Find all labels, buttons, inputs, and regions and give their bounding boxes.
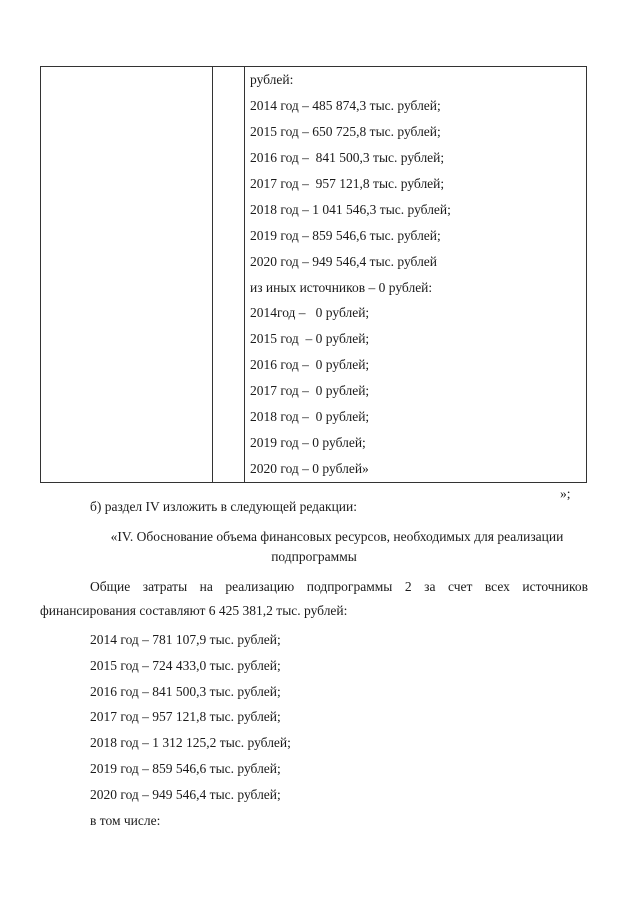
list-item: 2015 год – 724 433,0 тыс. рублей; <box>90 657 281 673</box>
cell-line: 2017 год – 0 рублей; <box>250 383 370 399</box>
cell-line: 2015 год – 0 рублей; <box>250 331 370 347</box>
cell-line: 2017 год – 957 121,8 тыс. рублей; <box>250 175 445 191</box>
year-list <box>90 627 291 833</box>
list-item: 2016 год – 841 500,3 тыс. рублей; <box>90 683 281 699</box>
cell-line: 2016 год – 841 500,3 тыс. рублей; <box>250 149 445 165</box>
cell-line: рублей: <box>250 72 294 87</box>
cell-line: 2018 год – 1 041 546,3 тыс. рублей; <box>250 201 451 217</box>
cell-line: 2014год – 0 рублей; <box>250 305 370 321</box>
body-paragraph: Общие затраты на реализацию подпрограммы 2 за счет всех источников финансирования составляют 6 425 381,2 тыс. рублей: <box>40 579 588 618</box>
section-heading-line2: подпрограммы <box>271 549 357 564</box>
cell-line: 2018 год – 0 рублей; <box>250 409 370 425</box>
list-item: 2018 год – 1 312 125,2 тыс. рублей; <box>90 735 291 751</box>
table-cell-empty-left <box>41 67 213 483</box>
table-cell-empty-middle <box>213 67 245 483</box>
cell-line: 2020 год – 0 рублей» <box>250 461 369 477</box>
section-heading <box>40 527 588 567</box>
table-cell-funding-text <box>245 67 587 483</box>
cell-line: 2020 год – 949 546,4 тыс. рублей <box>250 253 438 269</box>
list-item-including: в том числе: <box>90 812 161 828</box>
cell-line: 2014 год – 485 874,3 тыс. рублей; <box>250 97 441 113</box>
cell-line: из иных источников – 0 рублей: <box>250 279 433 295</box>
table-row <box>41 67 587 483</box>
list-item: 2020 год – 949 546,4 тыс. рублей; <box>90 786 281 802</box>
section-heading-line1: «IV. Обоснование объема финансовых ресурсов, необходимых для реализации <box>110 529 564 544</box>
list-item: 2014 год – 781 107,9 тыс. рублей; <box>90 632 281 647</box>
list-item: 2017 год – 957 121,8 тыс. рублей; <box>90 709 281 725</box>
cell-line: 2019 год – 0 рублей; <box>250 435 366 451</box>
cell-line: 2015 год – 650 725,8 тыс. рублей; <box>250 123 441 139</box>
closing-quote-mark: »; <box>560 486 571 501</box>
cell-line: 2016 год – 0 рублей; <box>250 357 370 373</box>
list-item: 2019 год – 859 546,6 тыс. рублей; <box>90 760 281 776</box>
continued-table <box>40 66 587 483</box>
cell-line: 2019 год – 859 546,6 тыс. рублей; <box>250 227 441 243</box>
cell-lines <box>245 67 586 482</box>
paragraph-b: б) раздел IV изложить в следующей редакции: <box>90 499 358 514</box>
